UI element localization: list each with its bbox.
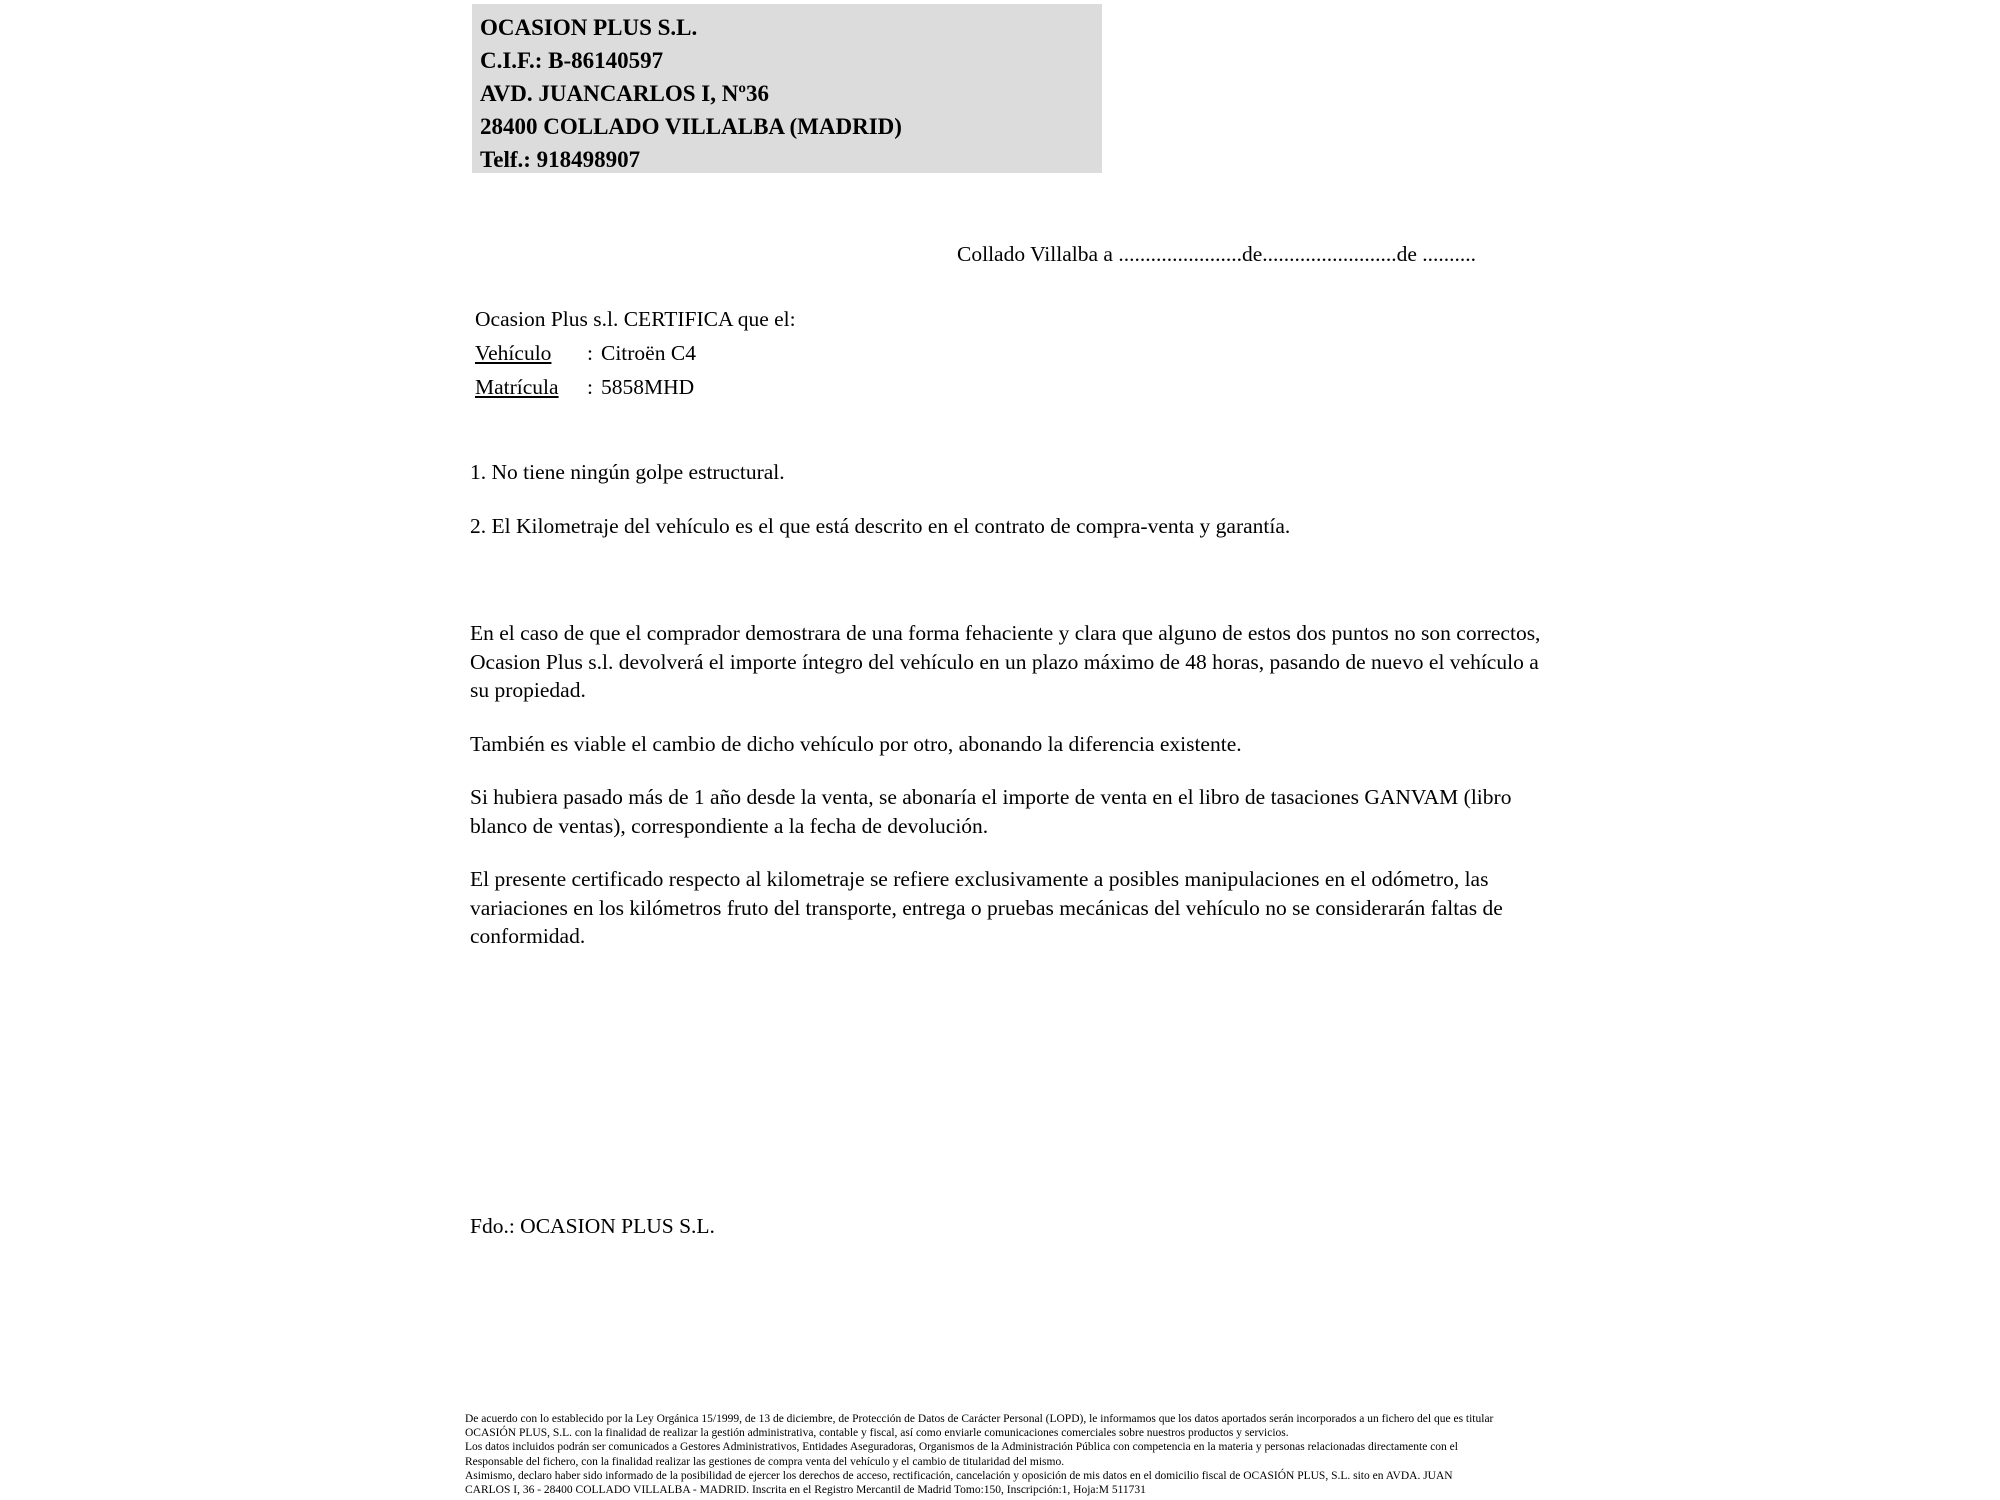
- legal-line: Los datos incluidos podrán ser comunicados a Gestores Administrativos, Entidades Aseguradoras, Organismos de la Administración Pública con competencia en la materia y personas relacionadas directamente con el: [465, 1441, 1458, 1454]
- legal-line: Asimismo, declaro haber sido informado de la posibilidad de ejercer los derechos de acceso, rectificación, cancelación y oposición de mis datos en el domicilio fiscal de OCASIÓN PLUS, S.L. sito en AVDA. JUAN: [465, 1469, 1453, 1482]
- plate-label: Matrícula: [475, 375, 559, 399]
- certify-block: [475, 302, 796, 404]
- paragraph-exchange: También es viable el cambio de dicho vehículo por otro, abonando la diferencia existente.: [470, 731, 1242, 756]
- vehicle-label: Vehículo: [475, 341, 552, 365]
- vehicle-row: [475, 336, 796, 370]
- legal-line: De acuerdo con lo establecido por la Ley Orgánica 15/1999, de 13 de diciembre, de Protección de Datos de Carácter Personal (LOPD), le informamos que los datos aportados serán incorporados a un fichero del que es titular: [465, 1413, 1494, 1425]
- date-line: Collado Villalba a .......................de.........................de ..........: [957, 242, 1477, 266]
- company-phone: Telf.: 918498907: [480, 147, 641, 172]
- terms-paragraphs: [470, 619, 1555, 976]
- signature-line: Fdo.: OCASION PLUS S.L.: [470, 1214, 715, 1238]
- paragraph-ganvam: Si hubiera pasado más de 1 año desde la venta, se abonaría el importe de venta en el libro de tasaciones GANVAM (libro blanco de ventas), correspondiente a la fecha de devolución.: [470, 785, 1512, 838]
- paragraph-odometer: El presente certificado respecto al kilometraje se refiere exclusivamente a posibles manipulaciones en el odómetro, las variaciones en los kilómetros fruto del transporte, entrega o pruebas mecánicas del vehículo no se considerarán faltas de conformidad.: [470, 867, 1503, 948]
- legal-footer: [465, 1412, 1565, 1497]
- certified-point-1: 1. No tiene ningún golpe estructural.: [470, 460, 785, 484]
- paragraph-refund: En el caso de que el comprador demostrara de una forma fehaciente y clara que alguno de estos dos puntos no son correctos, Ocasion Plus s.l. devolverá el importe íntegro del vehículo en un plazo máximo de 48 horas, pasando de nuevo el vehículo a su propiedad.: [470, 621, 1541, 702]
- plate-row: [475, 370, 796, 404]
- legal-line: Responsable del fichero, con la finalidad realizar las gestiones de compra venta del vehículo y el cambio de titularidad del mismo.: [465, 1455, 1065, 1468]
- company-address: AVD. JUANCARLOS I, Nº36: [480, 81, 769, 106]
- legal-line: OCASIÓN PLUS, S.L. con la finalidad de realizar la gestión administrativa, contable y fiscal, así como enviarle comunicaciones comerciales sobre nuestros productos y servicios.: [465, 1427, 1289, 1440]
- certify-intro: Ocasion Plus s.l. CERTIFICA que el:: [475, 307, 796, 331]
- certified-point-2: 2. El Kilometraje del vehículo es el que está descrito en el contrato de compra-venta y garantía.: [470, 514, 1291, 538]
- legal-line: CARLOS I, 36 - 28400 COLLADO VILLALBA - MADRID. Inscrita en el Registro Mercantil de Madrid Tomo:150, Inscripción:1, Hoja:M 511731: [465, 1484, 1146, 1497]
- company-name: OCASION PLUS S.L.: [480, 15, 698, 40]
- company-city: 28400 COLLADO VILLALBA (MADRID): [480, 114, 902, 139]
- company-header-box: [472, 4, 1102, 173]
- plate-separator: :: [587, 375, 593, 399]
- company-cif: C.I.F.: B-86140597: [480, 48, 664, 73]
- vehicle-value: Citroën C4: [600, 341, 696, 365]
- vehicle-separator: :: [587, 341, 593, 365]
- plate-value: 5858MHD: [600, 375, 695, 399]
